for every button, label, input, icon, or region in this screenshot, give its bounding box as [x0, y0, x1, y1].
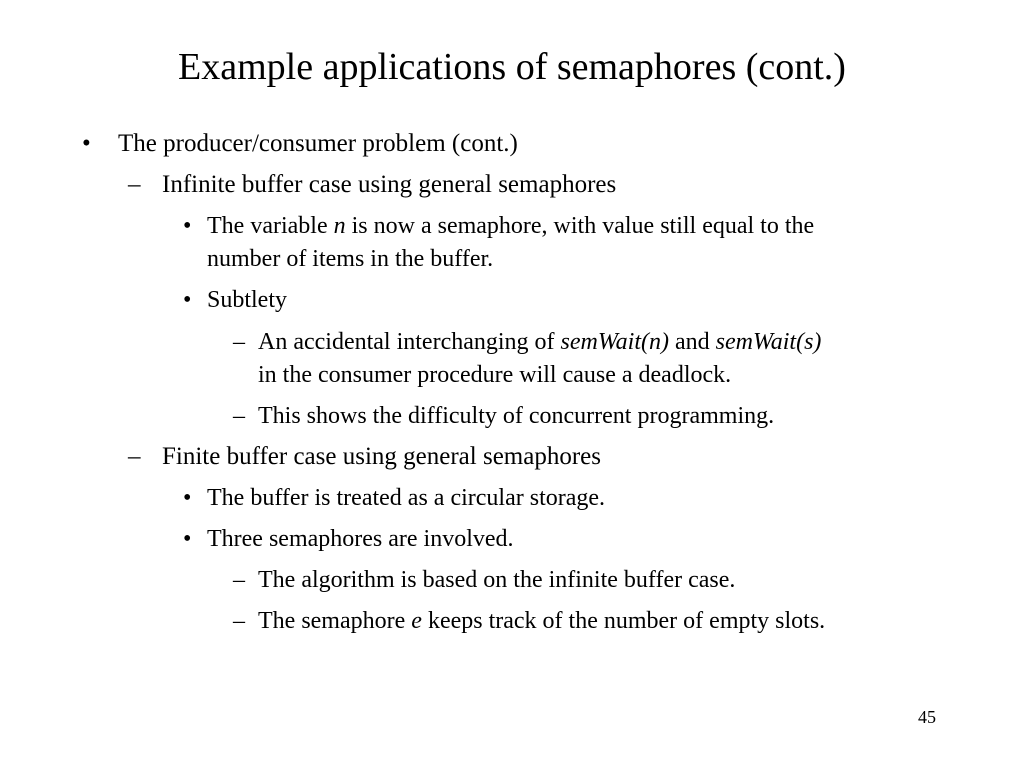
- bullet-marker: •: [183, 287, 192, 313]
- text-run: An accidental interchanging of: [258, 329, 561, 355]
- text-run: and: [668, 329, 716, 355]
- bullet-variable-n: [207, 211, 814, 241]
- text-run: The semaphore: [258, 608, 412, 634]
- semwait-n: semWait(n): [560, 329, 669, 355]
- bullet-marker: •: [183, 213, 192, 239]
- text-run: is now a semaphore, with value still equal to the: [345, 213, 815, 239]
- dash-marker: –: [128, 443, 141, 470]
- bullet-marker: •: [183, 526, 192, 552]
- slide-title: Example applications of semaphores (cont.): [178, 46, 846, 88]
- bullet-accidental-interchanging: [258, 327, 821, 357]
- text-run: keeps track of the number of empty slots.: [421, 608, 826, 634]
- bullet-difficulty: This shows the difficulty of concurrent programming.: [258, 403, 775, 429]
- bullet-finite-buffer: Finite buffer case using general semaphores: [162, 443, 601, 470]
- bullet-producer-consumer: The producer/consumer problem (cont.): [118, 130, 518, 157]
- dash-marker: –: [233, 403, 245, 429]
- bullet-infinite-buffer: Infinite buffer case using general semaphores: [162, 171, 617, 198]
- semwait-s: semWait(s): [715, 329, 822, 355]
- dash-marker: –: [233, 329, 245, 355]
- variable-n: n: [333, 213, 346, 239]
- page-number: 45: [918, 707, 936, 727]
- dash-marker: –: [233, 567, 245, 593]
- bullet-algorithm: The algorithm is based on the infinite buffer case.: [258, 567, 736, 593]
- text-run: The variable: [207, 213, 334, 239]
- bullet-accidental-continuation: in the consumer procedure will cause a deadlock.: [258, 362, 732, 388]
- dash-marker: –: [128, 171, 141, 198]
- bullet-circular-storage: The buffer is treated as a circular storage.: [207, 485, 606, 511]
- bullet-three-semaphores: Three semaphores are involved.: [207, 526, 514, 552]
- bullet-marker: •: [183, 485, 192, 511]
- dash-marker: –: [233, 608, 245, 634]
- bullet-subtlety: Subtlety: [207, 287, 288, 313]
- variable-e: e: [411, 608, 422, 634]
- bullet-marker: •: [82, 130, 91, 157]
- bullet-variable-n-continuation: number of items in the buffer.: [207, 246, 494, 272]
- bullet-semaphore-e: [258, 606, 825, 636]
